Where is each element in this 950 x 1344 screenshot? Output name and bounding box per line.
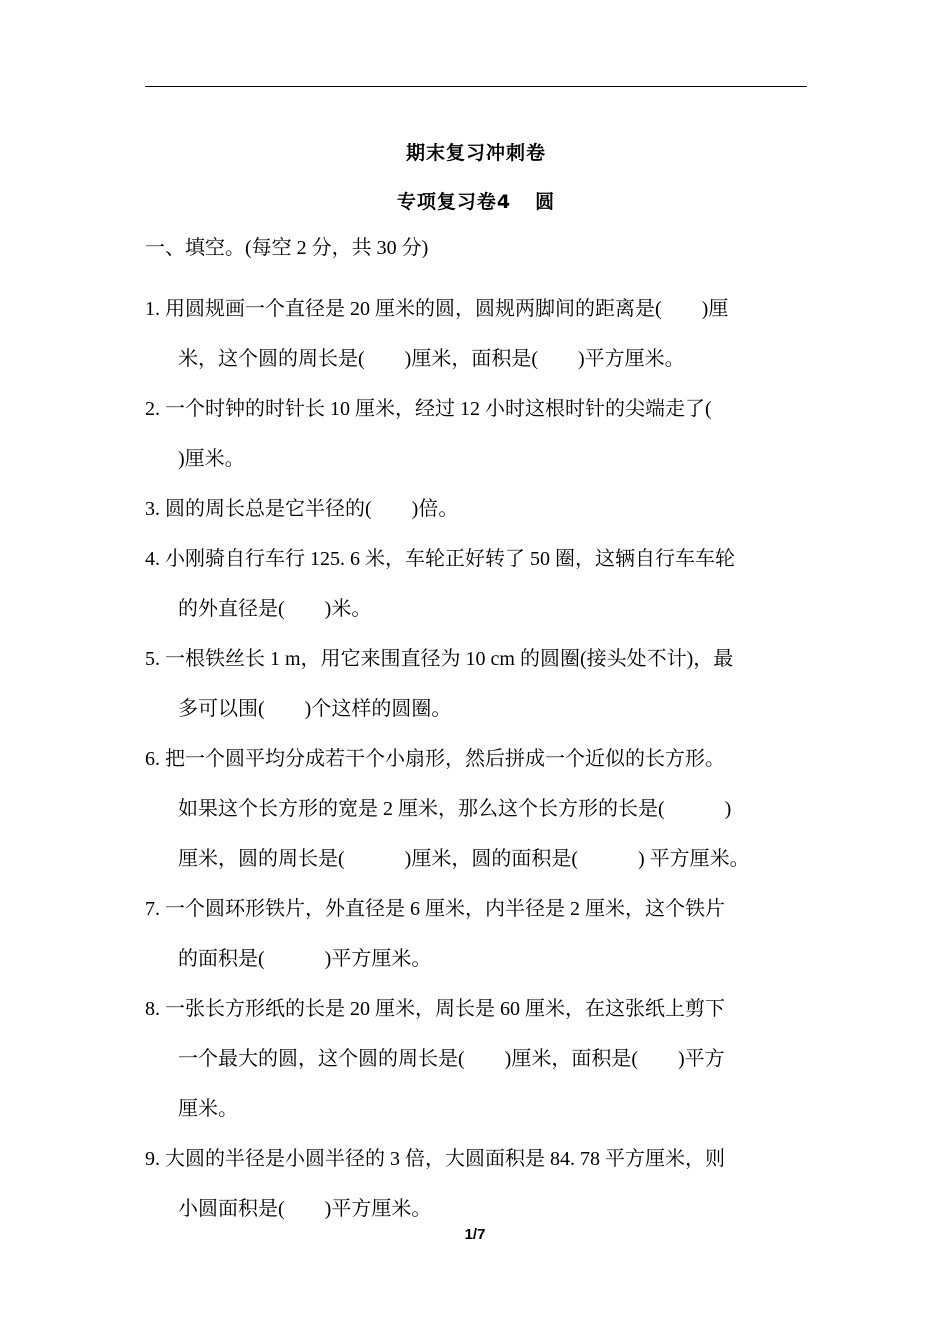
question-1 bbox=[145, 284, 807, 384]
question-line: 7. 一个圆环形铁片，外直径是 6 厘米，内半径是 2 厘米，这个铁片 bbox=[145, 898, 725, 920]
question-9 bbox=[145, 1134, 807, 1234]
question-4 bbox=[145, 534, 807, 634]
question-line: 厘米，圆的周长是( )厘米，圆的面积是( ) 平方厘米。 bbox=[178, 848, 750, 870]
question-line: 4. 小刚骑自行车行 125. 6 米，车轮正好转了 50 圈，这辆自行车车轮 bbox=[145, 548, 735, 570]
question-line: 厘米。 bbox=[178, 1098, 238, 1120]
question-line: 1. 用圆规画一个直径是 20 厘米的圆，圆规两脚间的距离是( )厘 bbox=[145, 298, 729, 320]
question-list bbox=[145, 284, 807, 1234]
question-8 bbox=[145, 984, 807, 1134]
question-line: 3. 圆的周长总是它半径的( )倍。 bbox=[145, 498, 459, 520]
subtitle-main: 专项复习卷4 bbox=[396, 191, 512, 213]
exam-subtitle bbox=[145, 187, 807, 214]
question-line: 8. 一张长方形纸的长是 20 厘米，周长是 60 厘米，在这张纸上剪下 bbox=[145, 998, 725, 1020]
question-6 bbox=[145, 734, 807, 884]
question-2 bbox=[145, 384, 807, 484]
question-line: )厘米。 bbox=[178, 448, 245, 470]
question-7 bbox=[145, 884, 807, 984]
page-number: 1/7 bbox=[464, 1226, 486, 1243]
question-line: 的面积是( )平方厘米。 bbox=[178, 948, 432, 970]
exam-title: 期末复习冲刺卷 bbox=[405, 142, 546, 164]
question-3 bbox=[145, 484, 807, 534]
question-line: 5. 一根铁丝长 1 m，用它来围直径为 10 cm 的圆圈(接头处不计)，最 bbox=[145, 648, 734, 670]
section-heading: 一、填空。(每空 2 分，共 30 分) bbox=[145, 237, 429, 259]
question-line: 9. 大圆的半径是小圆半径的 3 倍，大圆面积是 84. 78 平方厘米，则 bbox=[145, 1148, 725, 1170]
subtitle-topic: 圆 bbox=[535, 191, 556, 213]
question-line: 一个最大的圆，这个圆的周长是( )厘米，面积是( )平方 bbox=[178, 1048, 725, 1070]
question-line: 小圆面积是( )平方厘米。 bbox=[178, 1198, 432, 1220]
header-rule bbox=[145, 86, 807, 87]
question-line: 的外直径是( )米。 bbox=[178, 598, 372, 620]
question-line: 2. 一个时钟的时针长 10 厘米，经过 12 小时这根时针的尖端走了( bbox=[145, 398, 712, 420]
question-5 bbox=[145, 634, 807, 734]
question-line: 米，这个圆的周长是( )厘米，面积是( )平方厘米。 bbox=[178, 348, 685, 370]
question-line: 多可以围( )个这样的圆圈。 bbox=[178, 698, 452, 720]
question-line: 6. 把一个圆平均分成若干个小扇形，然后拼成一个近似的长方形。 bbox=[145, 748, 725, 770]
question-line: 如果这个长方形的宽是 2 厘米，那么这个长方形的长是( ) bbox=[178, 798, 732, 820]
